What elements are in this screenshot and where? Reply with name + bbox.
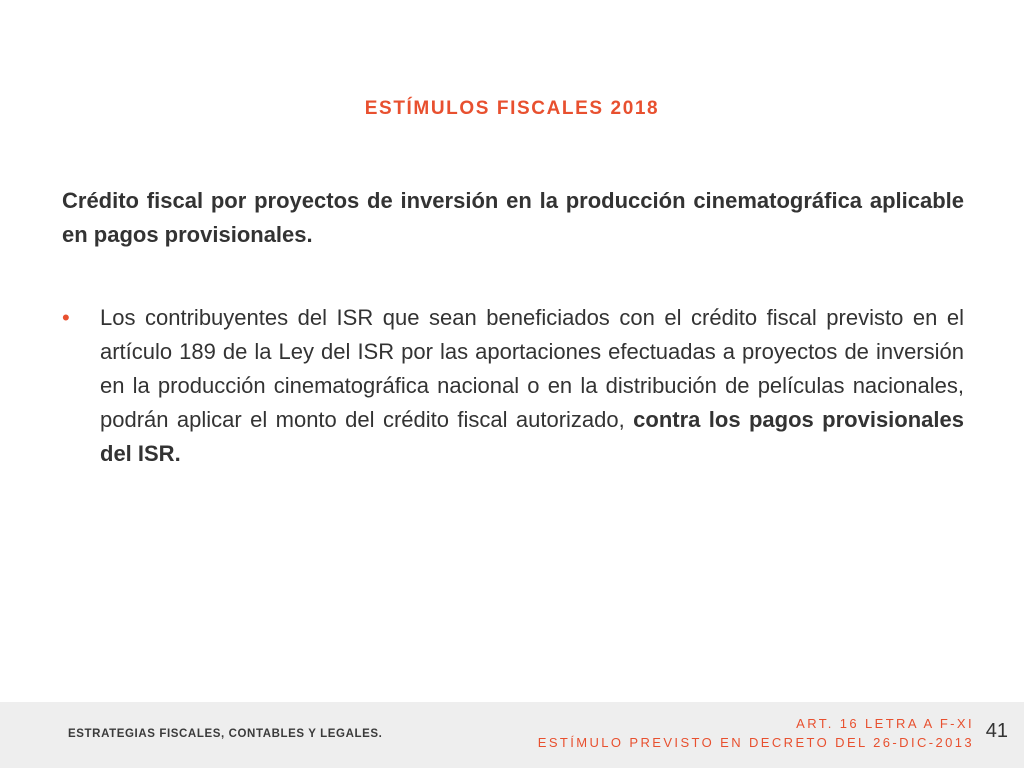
bullet-text-emphasis: contra los pagos provisionales del ISR. <box>100 407 964 466</box>
bullet-marker-icon: • <box>62 305 70 330</box>
footer-reference-decree: ESTÍMULO PREVISTO EN DECRETO DEL 26-DIC-2013 <box>537 735 974 750</box>
footer-reference <box>538 714 974 752</box>
bullet-text: Los contribuyentes del ISR que sean beneficiados con el crédito fiscal previsto en el artículo 189 de la Ley del ISR por las aportaciones efectuadas a proyectos de inversión en la producción cinematográfica nacional o en la distribución de películas nacionales, podrán aplicar el monto del crédito fiscal autorizado, <box>100 305 964 432</box>
footer-reference-article: ART. 16 LETRA A F-XI <box>796 716 974 731</box>
bullet-list <box>62 301 964 471</box>
slide-subtitle: Crédito fiscal por proyectos de inversión en la producción cinematográfica aplicable en pagos provisionales. <box>62 188 964 247</box>
bullet-item <box>62 301 964 471</box>
footer-tagline: ESTRATEGIAS FISCALES, CONTABLES Y LEGALES. <box>68 728 383 740</box>
page-number: 41 <box>985 720 1008 742</box>
footer-bar <box>0 702 1024 768</box>
slide-title: ESTÍMULOS FISCALES 2018 <box>364 98 660 119</box>
